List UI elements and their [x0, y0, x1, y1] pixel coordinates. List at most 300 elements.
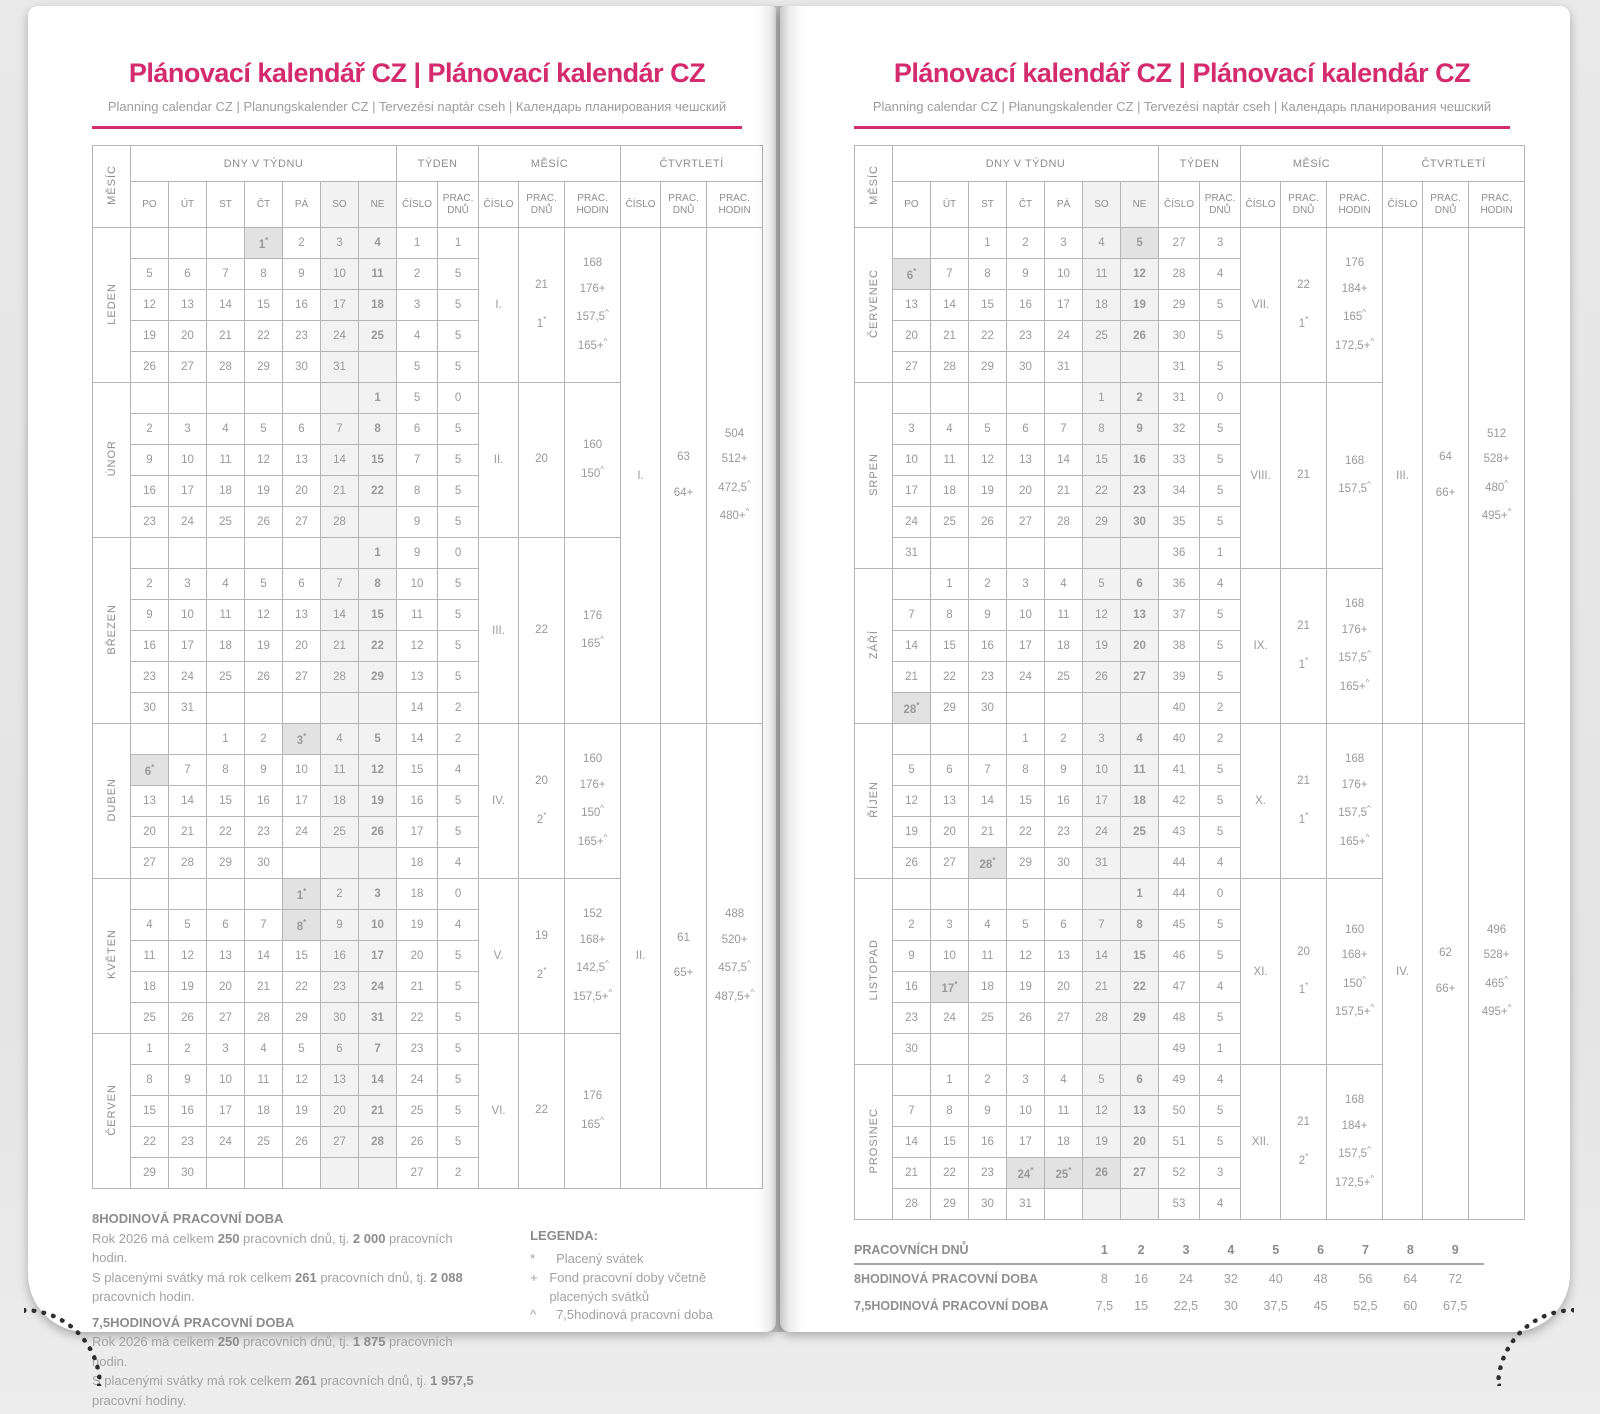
legend-text: Fond pracovní doby včetně placených svátků	[549, 1269, 707, 1304]
day-cell: 11	[1045, 600, 1083, 631]
day-cell: 18	[969, 972, 1007, 1003]
day-cell	[169, 724, 207, 755]
day-cell	[131, 538, 169, 569]
day-cell: 1	[1007, 724, 1045, 755]
day-cell: 1*	[283, 879, 321, 910]
day-cell	[131, 383, 169, 414]
day-cell	[245, 1158, 283, 1189]
wd-value-cell: 45	[1313, 1299, 1328, 1313]
week-number-cell: 18	[397, 848, 438, 879]
week-number-cell: 44	[1159, 879, 1200, 910]
month-label: ZÁŘÍ	[855, 569, 893, 724]
day-cell	[169, 538, 207, 569]
day-cell: 3	[1007, 569, 1045, 600]
day-cell: 16	[893, 972, 931, 1003]
week-number-cell: 3	[397, 290, 438, 321]
day-cell: 31	[1083, 848, 1121, 879]
day-cell: 20	[169, 321, 207, 352]
month-workdays-cell: 21 1*	[1281, 569, 1327, 724]
quarter-hours-cell: 496 528+ 465^ 495+^	[1469, 724, 1525, 1220]
legend-item	[530, 1306, 742, 1325]
days-group-header: DNY V TÝDNU	[131, 146, 397, 182]
day-cell	[321, 848, 359, 879]
day-cell: 10	[1007, 600, 1045, 631]
day-cell	[1045, 693, 1083, 724]
month-number-cell: III.	[479, 538, 519, 724]
day-cell: 11	[321, 755, 359, 786]
week-workdays-cell: 5	[438, 1096, 479, 1127]
day-cell	[893, 724, 931, 755]
week-workdays-cell: 4	[1200, 259, 1241, 290]
week-workdays-cell: 0	[1200, 879, 1241, 910]
day-cell: 23	[969, 662, 1007, 693]
day-cell	[1083, 879, 1121, 910]
week-workdays-cell: 4	[438, 848, 479, 879]
day-cell: 8	[131, 1065, 169, 1096]
quarter-hours-cell: 512 528+ 480^ 495+^	[1469, 228, 1525, 724]
day-cell: 2	[321, 879, 359, 910]
day-cell	[1045, 1034, 1083, 1065]
day-cell	[931, 879, 969, 910]
week-workdays-cell: 3	[1200, 1158, 1241, 1189]
day-cell: 28	[893, 1189, 931, 1220]
day-cell: 26	[283, 1127, 321, 1158]
note-line: Rok 2026 má celkem 250 pracovních dnů, tj. 1 875 pracovních hodin.	[92, 1334, 453, 1369]
legend-item	[530, 1250, 742, 1269]
day-cell: 25	[207, 662, 245, 693]
day-cell: 30	[1045, 848, 1083, 879]
day-cell: 22	[359, 631, 397, 662]
quarter-workdays-cell: 62 66+	[1423, 724, 1469, 1220]
day-cell: 13	[1121, 1096, 1159, 1127]
day-cell: 2	[893, 910, 931, 941]
day-cell: 26	[359, 817, 397, 848]
day-cell: 31	[321, 352, 359, 383]
day-cell: 18	[321, 786, 359, 817]
day-cell: 13	[131, 786, 169, 817]
day-cell: 4	[245, 1034, 283, 1065]
cislo-header: ČÍSLO	[1241, 182, 1281, 228]
week-workdays-cell: 5	[1200, 507, 1241, 538]
week-number-cell: 9	[397, 507, 438, 538]
day-cell: 3	[169, 414, 207, 445]
day-cell: 11	[245, 1065, 283, 1096]
day-cell: 30	[131, 693, 169, 724]
title-rule	[92, 126, 742, 129]
month-hours-cell: 176 165^	[565, 538, 621, 724]
day-cell: 25	[969, 1003, 1007, 1034]
day-cell	[893, 1065, 931, 1096]
day-cell	[245, 879, 283, 910]
day-cell	[1045, 1189, 1083, 1220]
day-cell: 11	[359, 259, 397, 290]
week-number-cell: 44	[1159, 848, 1200, 879]
day-cell: 18	[1121, 786, 1159, 817]
quarter-number-cell: IV.	[1383, 724, 1423, 1220]
day-cell: 6*	[131, 755, 169, 786]
day-cell: 19	[1083, 1127, 1121, 1158]
week-number-cell: 15	[397, 755, 438, 786]
wd-col-header: 5	[1247, 1236, 1304, 1264]
wd-value-cell: 37,5	[1263, 1299, 1288, 1313]
week-workdays-cell: 0	[438, 383, 479, 414]
day-name-header: ST	[207, 182, 245, 228]
day-cell: 3	[1045, 228, 1083, 259]
day-cell: 15	[969, 290, 1007, 321]
day-name-header: SO	[321, 182, 359, 228]
day-cell: 25	[1045, 662, 1083, 693]
legend-items	[530, 1250, 742, 1325]
day-cell: 3	[931, 910, 969, 941]
day-cell: 26	[245, 662, 283, 693]
day-cell: 24	[1045, 321, 1083, 352]
day-cell: 31	[1007, 1189, 1045, 1220]
week-number-cell: 7	[397, 445, 438, 476]
day-cell: 29	[1083, 507, 1121, 538]
day-cell: 7	[321, 569, 359, 600]
day-cell: 18	[1045, 631, 1083, 662]
week-number-cell: 26	[397, 1127, 438, 1158]
day-cell: 3	[207, 1034, 245, 1065]
day-cell: 15	[1007, 786, 1045, 817]
calendar-right	[854, 145, 1513, 1220]
month-label: ÚNOR	[93, 383, 131, 538]
day-cell: 28	[1083, 1003, 1121, 1034]
day-cell: 25	[931, 507, 969, 538]
week-number-cell: 33	[1159, 445, 1200, 476]
page-header-right	[854, 6, 1510, 129]
day-cell: 10	[207, 1065, 245, 1096]
month-label: LISTOPAD	[855, 879, 893, 1065]
wd-value-cell: 56	[1358, 1271, 1373, 1286]
week-number-cell: 43	[1159, 817, 1200, 848]
day-cell: 16	[245, 786, 283, 817]
week-workdays-cell: 5	[438, 290, 479, 321]
week-workdays-cell: 5	[1200, 631, 1241, 662]
day-cell: 23	[321, 972, 359, 1003]
wd-col-header: 4	[1215, 1236, 1248, 1264]
day-cell: 13	[1007, 445, 1045, 476]
week-workdays-cell: 5	[1200, 1127, 1241, 1158]
week-workdays-cell: 5	[438, 662, 479, 693]
day-cell: 14	[931, 290, 969, 321]
day-cell: 17	[1045, 290, 1083, 321]
day-cell: 11	[1045, 1096, 1083, 1127]
day-cell: 19	[1007, 972, 1045, 1003]
note-75h-title: 7,5HODINOVÁ PRACOVNÍ DOBA	[92, 1314, 295, 1330]
day-cell	[207, 1158, 245, 1189]
day-cell: 6	[321, 1034, 359, 1065]
day-cell	[969, 724, 1007, 755]
day-cell: 23	[969, 1158, 1007, 1189]
day-cell: 22	[207, 817, 245, 848]
quarter-workdays-cell: 64 66+	[1423, 228, 1469, 724]
day-cell: 2	[969, 569, 1007, 600]
week-number-cell: 36	[1159, 538, 1200, 569]
day-cell: 24	[207, 1127, 245, 1158]
prac-dnu-header: PRAC. DNŮ	[438, 182, 479, 228]
month-workdays-cell: 22	[519, 1034, 565, 1189]
day-cell	[1083, 538, 1121, 569]
day-cell: 2	[969, 1065, 1007, 1096]
week-workdays-cell: 5	[1200, 414, 1241, 445]
day-cell: 6	[1121, 1065, 1159, 1096]
day-cell	[283, 1158, 321, 1189]
week-number-cell: 14	[397, 724, 438, 755]
month-hours-cell: 152 168+ 142,5^ 157,5+^	[565, 879, 621, 1034]
day-cell: 23	[893, 1003, 931, 1034]
day-cell: 22	[1007, 817, 1045, 848]
day-cell: 21	[1045, 476, 1083, 507]
day-cell: 30	[169, 1158, 207, 1189]
day-cell: 28*	[969, 848, 1007, 879]
day-cell: 9	[131, 445, 169, 476]
day-cell: 16	[969, 1127, 1007, 1158]
day-cell: 8	[1121, 910, 1159, 941]
day-name-header: SO	[1083, 182, 1121, 228]
day-cell: 31	[893, 538, 931, 569]
day-cell	[1083, 1189, 1121, 1220]
week-number-cell: 35	[1159, 507, 1200, 538]
note-line: S placenými svátky má rok celkem 261 pracovních dnů, tj. 2 088 pracovních hodin.	[92, 1269, 463, 1304]
day-cell: 2	[283, 228, 321, 259]
day-cell: 14	[169, 786, 207, 817]
day-cell: 19	[359, 786, 397, 817]
day-cell	[283, 383, 321, 414]
cislo-header: ČÍSLO	[1383, 182, 1423, 228]
week-workdays-cell: 4	[438, 910, 479, 941]
week-number-cell: 30	[1159, 321, 1200, 352]
day-cell: 7	[207, 259, 245, 290]
week-number-cell: 22	[397, 1003, 438, 1034]
day-cell: 21	[321, 631, 359, 662]
days-group-header: DNY V TÝDNU	[893, 146, 1159, 182]
day-cell	[893, 228, 931, 259]
wd-value-cell: 72	[1448, 1271, 1463, 1286]
page-title: Plánovací kalendář CZ | Plánovací kalendár CZ	[128, 58, 706, 88]
day-cell: 9	[321, 910, 359, 941]
day-cell: 3	[893, 414, 931, 445]
day-cell: 14	[207, 290, 245, 321]
month-workdays-cell: 21 1*	[519, 228, 565, 383]
week-number-cell: 11	[397, 600, 438, 631]
day-cell	[207, 228, 245, 259]
day-cell: 23	[245, 817, 283, 848]
wd-value-cell: 16	[1134, 1271, 1149, 1286]
day-cell	[1007, 693, 1045, 724]
week-number-cell: 31	[1159, 352, 1200, 383]
day-cell: 15	[131, 1096, 169, 1127]
day-cell: 24*	[1007, 1158, 1045, 1189]
quarter-hours-cell: 504 512+ 472,5^ 480+^	[707, 228, 763, 724]
prac-dnu-header: PRAC. DNŮ	[661, 182, 707, 228]
month-label: SRPEN	[855, 383, 893, 569]
day-cell: 28	[931, 352, 969, 383]
day-cell: 31	[169, 693, 207, 724]
day-cell: 7	[931, 259, 969, 290]
day-cell: 20	[893, 321, 931, 352]
day-cell: 22	[131, 1127, 169, 1158]
day-cell: 22	[1083, 476, 1121, 507]
day-cell	[893, 569, 931, 600]
day-cell	[1121, 693, 1159, 724]
wd-value-cell: 64	[1403, 1271, 1418, 1286]
day-cell: 7	[1045, 414, 1083, 445]
day-cell: 21	[207, 321, 245, 352]
day-cell: 17	[1007, 631, 1045, 662]
day-cell	[1083, 693, 1121, 724]
day-cell: 30	[969, 1189, 1007, 1220]
day-cell: 12	[1121, 259, 1159, 290]
week-number-cell: 13	[397, 662, 438, 693]
day-cell: 14	[245, 941, 283, 972]
wd-row-label: 8HODINOVÁ PRACOVNÍ DOBA	[854, 1271, 1039, 1286]
week-number-cell: 31	[1159, 383, 1200, 414]
day-cell: 6	[169, 259, 207, 290]
day-cell	[969, 879, 1007, 910]
day-cell: 10	[1007, 1096, 1045, 1127]
day-cell: 20	[1121, 1127, 1159, 1158]
week-number-cell: 49	[1159, 1065, 1200, 1096]
day-cell	[1121, 1189, 1159, 1220]
planning-table	[92, 145, 763, 1189]
week-workdays-cell: 5	[1200, 445, 1241, 476]
day-cell: 29	[131, 1158, 169, 1189]
legend-text: Placený svátek	[556, 1250, 644, 1266]
day-cell: 13	[893, 290, 931, 321]
cislo-header: ČÍSLO	[621, 182, 661, 228]
week-workdays-cell: 1	[1200, 538, 1241, 569]
day-cell: 10	[1083, 755, 1121, 786]
day-cell: 14	[969, 786, 1007, 817]
day-cell: 17	[359, 941, 397, 972]
month-number-cell: IV.	[479, 724, 519, 879]
wd-col-header: 1	[1084, 1236, 1125, 1264]
month-workdays-cell: 20 1*	[1281, 879, 1327, 1065]
day-cell: 10	[321, 259, 359, 290]
day-cell: 6	[931, 755, 969, 786]
day-cell: 17	[1083, 786, 1121, 817]
day-cell: 29	[359, 662, 397, 693]
week-workdays-cell: 5	[438, 507, 479, 538]
day-cell: 6	[1121, 569, 1159, 600]
wd-value-cell: 40	[1268, 1271, 1283, 1286]
day-cell: 15	[1083, 445, 1121, 476]
wd-value-cell: 7,5	[1095, 1299, 1114, 1313]
working-time-notes	[92, 1203, 482, 1410]
month-number-cell: X.	[1241, 724, 1281, 879]
day-cell: 15	[359, 600, 397, 631]
week-number-cell: 53	[1159, 1189, 1200, 1220]
month-workdays-cell: 21	[1281, 383, 1327, 569]
day-name-header: NE	[359, 182, 397, 228]
day-cell: 13	[207, 941, 245, 972]
month-workdays-cell: 22	[519, 538, 565, 724]
day-cell: 28	[321, 507, 359, 538]
day-cell: 12	[131, 290, 169, 321]
day-cell: 14	[893, 631, 931, 662]
month-number-cell: VII.	[1241, 228, 1281, 383]
wd-value-cell: 60	[1403, 1299, 1418, 1313]
day-cell	[931, 538, 969, 569]
day-cell: 16	[1121, 445, 1159, 476]
week-number-cell: 2	[397, 259, 438, 290]
week-workdays-cell: 5	[438, 321, 479, 352]
day-cell: 24	[1083, 817, 1121, 848]
day-cell: 19	[245, 476, 283, 507]
day-cell: 3	[1083, 724, 1121, 755]
day-cell: 23	[1045, 817, 1083, 848]
day-cell: 4	[969, 910, 1007, 941]
week-number-cell: 1	[397, 228, 438, 259]
quarter-group-header: ČTVRTLETÍ	[621, 146, 763, 182]
day-cell	[893, 383, 931, 414]
day-cell: 14	[359, 1065, 397, 1096]
day-cell: 28*	[893, 693, 931, 724]
week-number-cell: 34	[1159, 476, 1200, 507]
day-cell: 13	[283, 445, 321, 476]
day-cell	[1121, 848, 1159, 879]
day-cell	[1007, 538, 1045, 569]
day-cell	[969, 383, 1007, 414]
day-cell: 4	[1083, 228, 1121, 259]
day-cell: 1	[359, 383, 397, 414]
wd-col-header: 8	[1394, 1236, 1427, 1264]
day-cell: 4	[359, 228, 397, 259]
day-cell: 6	[207, 910, 245, 941]
day-cell	[969, 1034, 1007, 1065]
day-name-header: PO	[893, 182, 931, 228]
day-cell: 29	[207, 848, 245, 879]
week-workdays-cell: 5	[438, 352, 479, 383]
day-cell: 18	[131, 972, 169, 1003]
day-cell: 7	[359, 1034, 397, 1065]
week-workdays-cell: 5	[1200, 817, 1241, 848]
cislo-header: ČÍSLO	[479, 182, 519, 228]
day-cell: 17	[893, 476, 931, 507]
week-workdays-cell: 5	[438, 476, 479, 507]
day-cell	[1121, 538, 1159, 569]
wd-col-header: 7	[1337, 1236, 1394, 1264]
week-workdays-cell: 4	[438, 755, 479, 786]
day-cell: 29	[931, 1189, 969, 1220]
day-cell: 25	[207, 507, 245, 538]
prac-dnu-header: PRAC. DNŮ	[1200, 182, 1241, 228]
day-cell: 27	[321, 1127, 359, 1158]
day-cell: 21	[893, 662, 931, 693]
wd-col-header: 3	[1157, 1236, 1214, 1264]
day-cell: 19	[1083, 631, 1121, 662]
day-cell: 21	[931, 321, 969, 352]
day-cell: 20	[1121, 631, 1159, 662]
month-hours-cell: 160 176+ 150^ 165+^	[565, 724, 621, 879]
week-workdays-cell: 5	[438, 972, 479, 1003]
week-number-cell: 12	[397, 631, 438, 662]
day-cell: 4	[321, 724, 359, 755]
day-cell: 15	[1121, 941, 1159, 972]
day-cell: 30	[1121, 507, 1159, 538]
day-cell: 14	[893, 1127, 931, 1158]
day-cell: 28	[245, 1003, 283, 1034]
week-number-cell: 23	[397, 1034, 438, 1065]
day-cell: 21	[321, 476, 359, 507]
day-cell: 11	[131, 941, 169, 972]
day-cell: 5	[169, 910, 207, 941]
week-workdays-cell: 2	[1200, 724, 1241, 755]
month-number-cell: II.	[479, 383, 519, 538]
week-workdays-cell: 4	[1200, 848, 1241, 879]
month-number-cell: XII.	[1241, 1065, 1281, 1220]
